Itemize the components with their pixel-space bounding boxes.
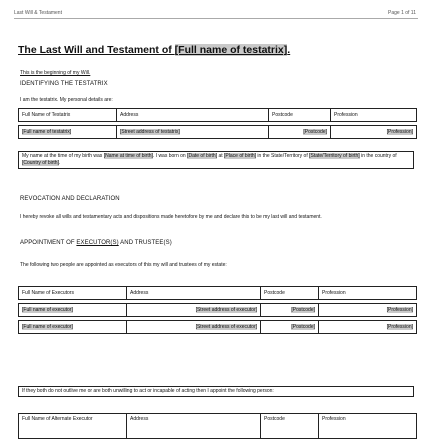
title-placeholder[interactable]: [Full name of testatrix]: [174, 44, 288, 56]
testatrix-profession-field[interactable]: [Profession]: [386, 129, 413, 135]
place-of-birth-field[interactable]: [Place of birth]: [224, 153, 257, 159]
appointment-text: The following two people are appointed as executors of this my will and trustees of my estate:: [20, 262, 227, 268]
table-header-row: [19, 287, 417, 300]
testatrix-postcode-field[interactable]: [Postcode]: [303, 129, 327, 135]
executor-profession-field[interactable]: [Profession]: [386, 307, 413, 313]
table-row: [19, 304, 417, 317]
birth-text: in the State/Territory of: [256, 153, 310, 159]
table-header-cell: Full Name of Testatrix: [19, 109, 117, 122]
birth-text: . I was born on: [152, 153, 188, 159]
revocation-heading: REVOCATION AND DECLARATION: [20, 196, 120, 202]
table-row: [19, 321, 417, 334]
header-doc-name: Last Will & Testament: [14, 10, 62, 16]
table-header-cell: Profession: [319, 287, 417, 300]
header-page-number: Page 1 of 11: [388, 10, 416, 16]
appointment-heading-suffix: AND TRUSTEE(S): [118, 240, 172, 246]
table-header-cell: Postcode: [261, 287, 319, 300]
table-row: [19, 126, 417, 139]
testatrix-name-field[interactable]: [Full name of testatrix]: [22, 129, 72, 135]
table-header-cell: Address: [117, 109, 269, 122]
executor-address-field[interactable]: [Street address of executor]: [195, 324, 257, 330]
header-divider: [14, 18, 418, 19]
birth-text: .: [58, 160, 61, 166]
table-cell[interactable]: [19, 321, 127, 334]
state-of-birth-field[interactable]: [State/Territory of birth]: [309, 153, 360, 159]
appointment-heading-executors: EXECUTOR(S): [76, 240, 119, 246]
table-cell[interactable]: [127, 304, 261, 317]
table-cell[interactable]: [331, 126, 417, 139]
alternate-executor-paragraph: If they both do not outlive me or are both unwilling to act or incapable of acting then I appoint the following person:: [18, 386, 414, 397]
birth-text: at: [217, 153, 225, 159]
birth-text: in the country of: [359, 153, 397, 159]
birth-text: My name at the time of my birth was: [22, 153, 104, 159]
country-of-birth-field[interactable]: [Country of birth]: [22, 160, 59, 166]
executor-name-field[interactable]: [Full name of executor]: [22, 324, 73, 330]
alternate-executor-table: [18, 413, 417, 439]
executor-postcode-field[interactable]: [Postcode]: [291, 307, 315, 313]
table-header-cell: Address: [127, 287, 261, 300]
table-cell[interactable]: [319, 321, 417, 334]
table-cell[interactable]: [319, 304, 417, 317]
table-cell[interactable]: [127, 321, 261, 334]
date-of-birth-field[interactable]: [Date of birth]: [187, 153, 218, 159]
table-cell[interactable]: [19, 304, 127, 317]
table-header-cell: Postcode: [261, 414, 319, 439]
executor-table: [18, 286, 417, 334]
appointment-heading: [20, 240, 172, 246]
title-prefix: The Last Will and Testament of: [18, 44, 175, 56]
executor-postcode-field[interactable]: [Postcode]: [291, 324, 315, 330]
revocation-text: I hereby revoke all wills and testamentary acts and dispositions made heretofore by me and declare this to be my last will and testament.: [20, 214, 322, 220]
identifying-heading: IDENTIFYING THE TESTATRIX: [20, 81, 108, 87]
testatrix-address-field[interactable]: [Street address of testatrix]: [120, 129, 180, 135]
table-cell[interactable]: [117, 126, 269, 139]
table-header-row: [19, 414, 417, 439]
table-cell[interactable]: [19, 126, 117, 139]
birth-details-paragraph: [18, 151, 414, 169]
appointment-heading-prefix: APPOINTMENT OF: [20, 240, 77, 246]
testatrix-table: [18, 108, 417, 139]
table-cell[interactable]: [261, 304, 319, 317]
document-title: [18, 44, 416, 56]
table-header-cell: Full Name of Alternate Executor: [19, 414, 127, 439]
title-suffix: .: [287, 44, 291, 56]
table-header-cell: Full Name of Executors: [19, 287, 127, 300]
table-header-cell: Address: [127, 414, 261, 439]
name-at-birth-field[interactable]: [Name at time of birth]: [103, 153, 153, 159]
table-cell[interactable]: [261, 321, 319, 334]
table-header-cell: Postcode: [269, 109, 331, 122]
executor-address-field[interactable]: [Street address of executor]: [195, 307, 257, 313]
table-cell[interactable]: [269, 126, 331, 139]
intro-line: This is the beginning of my Will.: [20, 70, 91, 76]
executor-name-field[interactable]: [Full name of executor]: [22, 307, 73, 313]
table-header-cell: Profession: [319, 414, 417, 439]
personal-details-intro: I am the testatrix. My personal details are:: [20, 97, 113, 103]
table-header-cell: Profession: [331, 109, 417, 122]
table-header-row: [19, 109, 417, 122]
executor-profession-field[interactable]: [Profession]: [386, 324, 413, 330]
